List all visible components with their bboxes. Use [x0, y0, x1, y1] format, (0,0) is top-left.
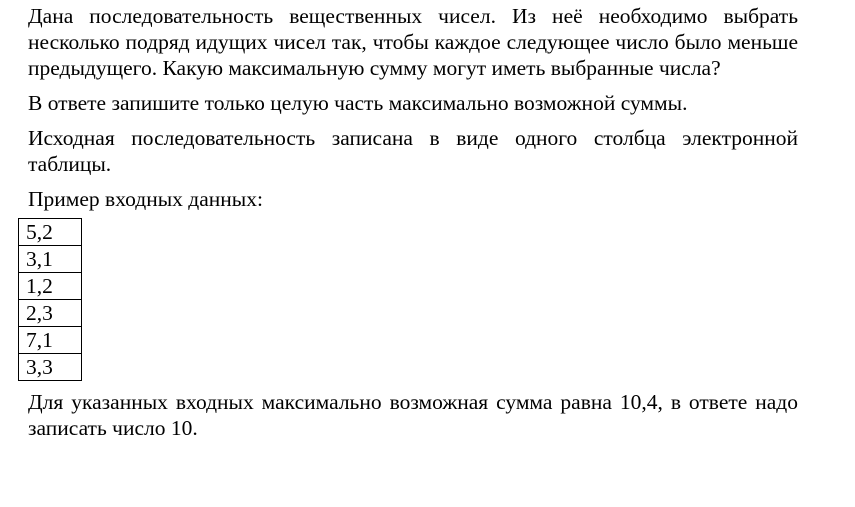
sample-input-heading: Пример входных данных:: [28, 187, 263, 211]
table-row: [19, 354, 82, 381]
table-row: [19, 246, 82, 273]
table-cell: 5,2: [19, 219, 82, 246]
sample-explanation: Для указанных входных максимально возможная сумма равна 10,4, в ответе надо записать число 10.: [28, 390, 798, 440]
task-document: [28, 3, 798, 441]
table-row: [19, 300, 82, 327]
table-row: [19, 273, 82, 300]
input-format-note: Исходная последовательность записана в виде одного столбца электронной таблицы.: [28, 126, 798, 176]
answer-instruction: В ответе запишите только целую часть максимально возможной суммы.: [28, 91, 688, 115]
table-cell: 7,1: [19, 327, 82, 354]
table-row: [19, 327, 82, 354]
sample-input-table: [18, 218, 82, 381]
table-row: [19, 219, 82, 246]
table-cell: 2,3: [19, 300, 82, 327]
table-cell: 3,1: [19, 246, 82, 273]
task-description: Дана последовательность вещественных чисел. Из неё необходимо выбрать несколько подряд идущих чисел так, чтобы каждое следующее число было меньше предыдущего. Какую максимальную сумму могут иметь выбранные числа?: [28, 4, 798, 80]
table-cell: 1,2: [19, 273, 82, 300]
table-cell: 3,3: [19, 354, 82, 381]
